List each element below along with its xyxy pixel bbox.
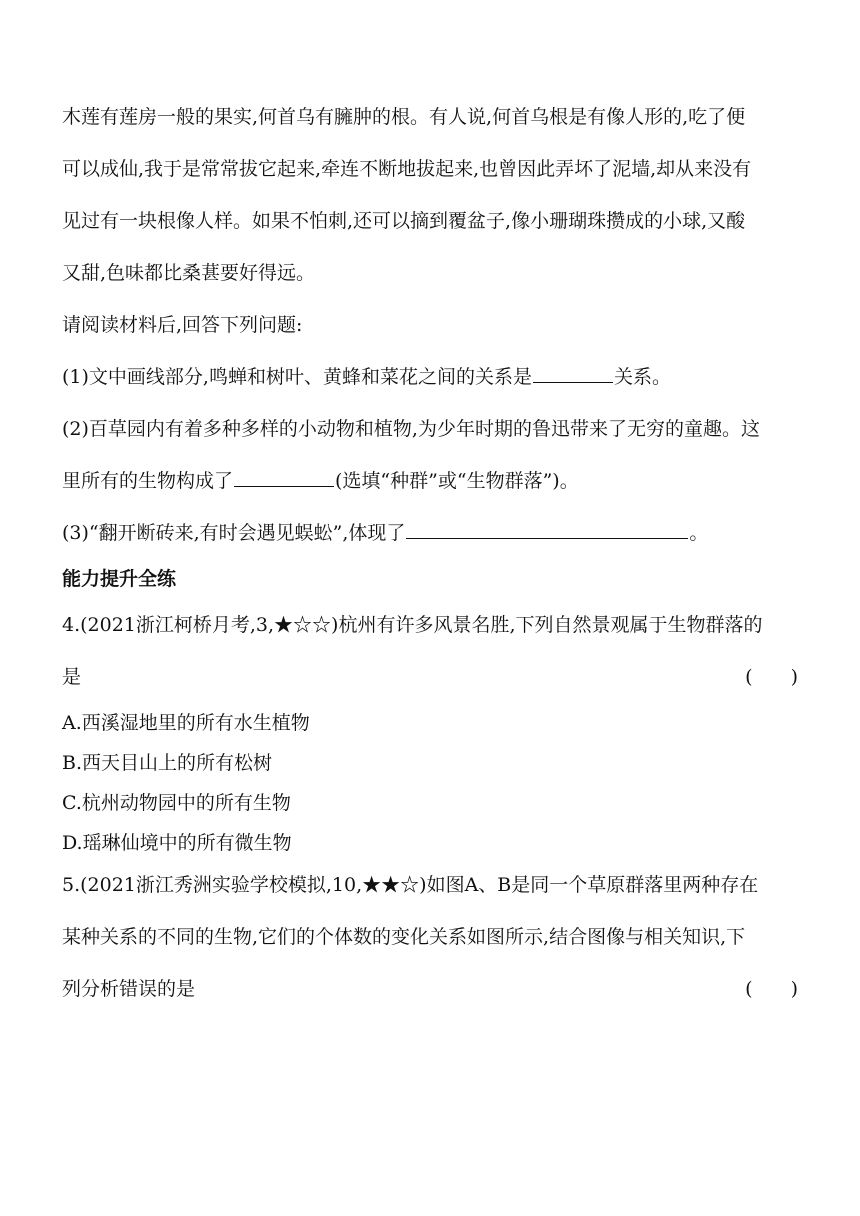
q4-option-a[interactable]: A.西溪湿地里的所有水生植物: [62, 712, 310, 734]
q5-answer-paren[interactable]: ( ): [745, 978, 798, 1000]
q4-option-d[interactable]: D.瑶琳仙境中的所有微生物: [62, 832, 292, 854]
question-3: [62, 520, 708, 546]
q3-text: (3)“翻开断砖来,有时会遇见蜈蚣”,体现了: [62, 522, 406, 544]
q1-text: (1)文中画线部分,鸣蝉和树叶、黄蜂和菜花之间的关系是: [62, 366, 532, 388]
q2-text-after: (选填“种群”或“生物群落”)。: [335, 470, 579, 492]
passage-line: 见过有一块根像人样。如果不怕刺,还可以摘到覆盆子,像小珊瑚珠攒成的小球,又酸: [62, 210, 746, 232]
q4-option-b[interactable]: B.西天目山上的所有松树: [62, 752, 273, 774]
q5-stem-line-1: 5.(2021浙江秀洲实验学校模拟,10,★★☆)如图A、B是同一个草原群落里两种存在: [62, 874, 759, 896]
q1-answer-blank[interactable]: [533, 364, 613, 383]
q3-text-after: 。: [689, 522, 709, 544]
passage-line: 又甜,色味都比桑葚要好得远。: [62, 262, 316, 284]
q2-answer-blank[interactable]: [234, 468, 334, 487]
q5-stem-line-2: 某种关系的不同的生物,它们的个体数的变化关系如图所示,结合图像与相关知识,下: [62, 926, 746, 948]
q4-stem-line-2: 是: [62, 666, 82, 688]
passage-line: 可以成仙,我于是常常拔它起来,牵连不断地拔起来,也曾因此弄坏了泥墙,却从来没有: [62, 158, 752, 180]
question-1: [62, 364, 671, 390]
reading-prompt: 请阅读材料后,回答下列问题:: [62, 314, 303, 336]
q2-text: 里所有的生物构成了: [62, 470, 234, 492]
q5-stem-line-3: 列分析错误的是: [62, 978, 196, 1000]
q3-answer-blank[interactable]: [406, 520, 688, 539]
q4-stem-line-1: 4.(2021浙江柯桥月考,3,★☆☆)杭州有许多风景名胜,下列自然景观属于生物群落的: [62, 614, 763, 636]
passage-line: 木莲有莲房一般的果实,何首乌有臃肿的根。有人说,何首乌根是有像人形的,吃了便: [62, 106, 746, 128]
q4-answer-paren[interactable]: ( ): [745, 666, 798, 688]
section-title: 能力提升全练: [62, 568, 177, 590]
q1-text-after: 关系。: [613, 366, 671, 388]
question-2-line-2: [62, 468, 579, 494]
question-2-line-1: (2)百草园内有着多种多样的小动物和植物,为少年时期的鲁迅带来了无穷的童趣。这: [62, 418, 760, 440]
q4-option-c[interactable]: C.杭州动物园中的所有生物: [62, 792, 291, 814]
